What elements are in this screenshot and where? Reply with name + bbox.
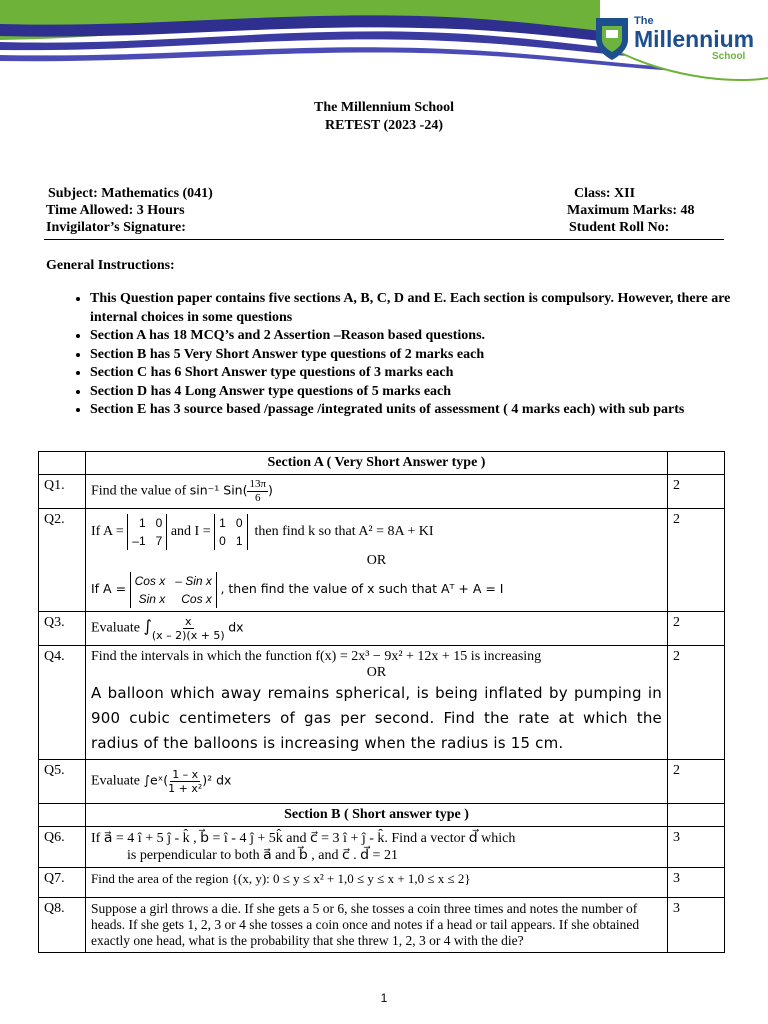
matrix-i: 1 0 0 1 xyxy=(214,514,247,550)
question-marks: 3 xyxy=(668,898,725,953)
subject: Subject: Mathematics (041) xyxy=(48,186,213,201)
question-text: Find the area of the region {(x, y): 0 ≤ y ≤ x² + 1,0 ≤ y ≤ x + 1,0 ≤ x ≤ 2} xyxy=(86,868,668,898)
class: Class: XII xyxy=(574,186,636,201)
instruction-item: • Section D has 4 Long Answer type questions of 5 marks each xyxy=(90,383,736,402)
question-marks: 2 xyxy=(668,760,725,804)
question-text: Evaluate ∫ $\frac{x}{(x - 2)(x + 5)}$ dx xyxy=(86,612,668,646)
question-row xyxy=(39,509,725,612)
question-marks: 2 xyxy=(668,509,725,612)
question-row xyxy=(39,612,725,646)
question-text: Find the intervals in which the function f(x) = 2x³ − 9x² + 12x + 15 is increasing OR A balloon which away remains spherical, is being inflated by pumping in 900 cubic centimeters of gas per second. Find the rate at which the radius of the balloons is increasing when the radius is 15 cm. xyxy=(86,646,668,760)
matrix-a: 1 0 –1 7 xyxy=(127,514,167,550)
question-text: If a⃗ = 4 î + 5 ĵ - k̂ , b⃗ = î - 4 ĵ + 5k̂ and c⃗ = 3 î + ĵ - k̂. Find a vector d⃗ which is perpendicular to both a⃗ and b⃗ , and c⃗ . d⃗ = 21 xyxy=(86,827,668,868)
question-row xyxy=(39,898,725,953)
matrix-trig: Cos x – Sin x Sin x Cos x xyxy=(130,572,217,608)
or-label: OR xyxy=(366,553,387,568)
section-row xyxy=(39,452,725,475)
question-number: Q5. xyxy=(39,760,86,804)
logo-the: The xyxy=(634,15,654,27)
question-row xyxy=(39,475,725,509)
instruction-item: • Section C has 6 Short Answer type questions of 3 marks each xyxy=(90,364,736,383)
invigilator-signature: Invigilator’s Signature: xyxy=(46,220,186,235)
question-marks: 3 xyxy=(668,868,725,898)
question-row xyxy=(39,646,725,760)
question-number: Q8. xyxy=(39,898,86,953)
school-title: The Millennium School xyxy=(313,100,455,115)
instruction-item: • Section B has 5 Very Short Answer type questions of 2 marks each xyxy=(90,346,736,365)
question-number: Q2. xyxy=(39,509,86,612)
question-marks: 2 xyxy=(668,475,725,509)
questions-table xyxy=(38,451,725,953)
instructions-title: General Instructions: xyxy=(46,258,175,273)
question-number: Q7. xyxy=(39,868,86,898)
instruction-item: • Section A has 18 MCQ’s and 2 Assertion –Reason based questions. xyxy=(90,327,736,346)
page-number: 1 xyxy=(380,991,388,1005)
exam-title: RETEST (2023 -24) xyxy=(325,118,443,133)
question-text: If A = 1 0 –1 7 and I = 1 0 0 1 then find k so that A² = 8A + KI OR If A = Cos x – Sin x Sin x Cos x , then find the value of x such that Aᵀ + A = I xyxy=(86,509,668,612)
instructions-list xyxy=(46,290,736,420)
section-b-title: Section B ( Short answer type ) xyxy=(86,804,668,827)
question-text: Evaluate ∫eˣ( $\frac{1 - x}{\text{1 + x²}}$ )² dx xyxy=(86,760,668,804)
question-text: Find the value of sin⁻¹ Sin( $\frac{13\pi}{6}$ ) xyxy=(86,475,668,509)
max-marks: Maximum Marks: 48 xyxy=(567,203,695,218)
section-row xyxy=(39,804,725,827)
or-label: OR xyxy=(366,665,387,680)
roll-no: Student Roll No: xyxy=(569,220,670,235)
logo-school: School xyxy=(712,51,746,62)
question-number: Q4. xyxy=(39,646,86,760)
instruction-item: • Section E has 3 source based /passage /integrated units of assessment ( 4 marks each) with sub parts xyxy=(90,401,736,420)
instruction-item: • This Question paper contains five sections A, B, C, D and E. Each section is compulsory. However, there are internal choices in some questions xyxy=(90,290,736,327)
logo-name: Millennium xyxy=(634,26,755,52)
question-row xyxy=(39,760,725,804)
question-row xyxy=(39,868,725,898)
question-marks: 3 xyxy=(668,827,725,868)
question-number: Q3. xyxy=(39,612,86,646)
shield-icon xyxy=(592,14,632,62)
question-row xyxy=(39,827,725,868)
question-number: Q1. xyxy=(39,475,86,509)
question-number: Q6. xyxy=(39,827,86,868)
question-marks: 2 xyxy=(668,612,725,646)
header-rule xyxy=(44,239,724,240)
question-text: Suppose a girl throws a die. If she gets a 5 or 6, she tosses a coin three times and notes the number of heads. If she gets 1, 2, 3 or 4 she tosses a coin once and notes if a head or tail appears. If she obtained exactly one head, what is the probability that she threw 1, 2, 3 or 4 with the die? xyxy=(86,898,668,953)
question-marks: 2 xyxy=(668,646,725,760)
time-allowed: Time Allowed: 3 Hours xyxy=(46,203,185,218)
section-a-title: Section A ( Very Short Answer type ) xyxy=(86,452,668,475)
